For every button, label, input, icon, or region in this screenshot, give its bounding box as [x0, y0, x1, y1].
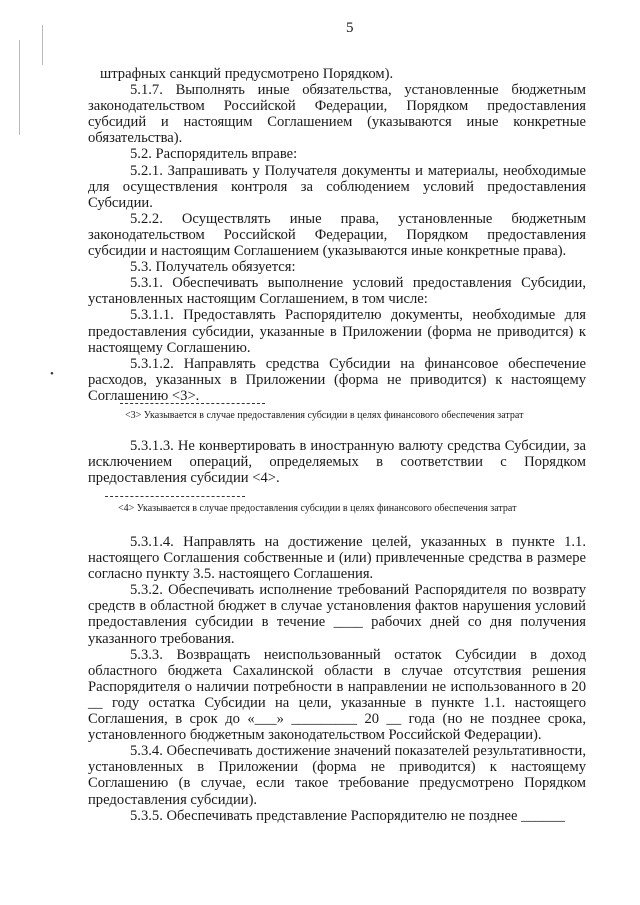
scan-mark: • [50, 368, 54, 380]
footnote: <3> Указывается в случае предоставления субсидии в целях финансового обеспечения затрат [125, 410, 524, 421]
body-section-1 [88, 66, 586, 404]
paragraph: 5.3.1. Обеспечивать выполнение условий предоставления Субсидии, установленных настоящим Соглашением, в том числе: [88, 275, 586, 308]
paragraph: 5.3.1.1. Предоставлять Распорядителю документы, необходимые для предоставления субсидии, указанные в Приложении (форма не приводится) к настоящему Соглашению. [88, 307, 586, 356]
footnote-separator [120, 403, 265, 404]
body-section-2 [88, 438, 586, 486]
footnote-separator [105, 496, 245, 497]
paragraph: штрафных санкций предусмотрено Порядком). [100, 66, 394, 82]
paragraph: 5.2.1. Запрашивать у Получателя документы и материалы, необходимые для осуществления контроля за соблюдением условий предоставления Субсидии. [88, 162, 586, 211]
scan-edge-line [42, 25, 43, 65]
paragraph: 5.3.2. Обеспечивать исполнение требований Распорядителя по возврату средств в областной бюджет в случае установления фактов нарушения условий предоставления субсидии в течение ____ рабочих дней со дня получения указанного требования. [88, 582, 586, 647]
paragraph: 5.3.4. Обеспечивать достижение значений показателей результативности, установленных в Приложении (форма не приводится) к настоящему Соглашению (в случае, если такое требование предусмотрено Порядком предоставления субсидии). [88, 743, 586, 808]
paragraph: 5.3.1.3. Не конвертировать в иностранную валюту средства Субсидии, за исключением операций, определяемых в соответствии с Порядком предоставления субсидии <4>. [88, 438, 586, 487]
paragraph: 5.3.1.2. Направлять средства Субсидии на финансовое обеспечение расходов, указанных в Приложении (форма не приводится) к настоящему Соглашению <3>. [88, 355, 586, 404]
body-section-3 [88, 534, 586, 824]
paragraph: 5.2. Распорядитель вправе: [130, 146, 298, 163]
paragraph: 5.3.3. Возвращать неиспользованный остаток Субсидии в доход областного бюджета Сахалинской области в случае отсутствия решения Распорядителя о наличии потребности в направлении не использованного в 20 __ году остатка Субсидии на цели, указанные в пункте 1.1. настоящего Соглашения, в срок до «___» _________ 20 __ года (но не позднее срока, установленного бюджетным законодательством Российской Федерации). [88, 646, 586, 744]
paragraph: 5.3.1.4. Направлять на достижение целей, указанных в пункте 1.1. настоящего Соглашения собственные и (или) привлеченные средства в размере согласно пункту 3.5. настоящего Соглашения. [88, 534, 586, 583]
paragraph: 5.3.5. Обеспечивать представление Распорядителю не позднее ______ [130, 807, 565, 824]
scan-edge-line [19, 40, 20, 135]
paragraph: 5.1.7. Выполнять иные обязательства, установленные бюджетным законодательством Российской Федерации, Порядком предоставления субсидий и настоящим Соглашением (указываются иные конкретные обязательства). [88, 82, 586, 147]
footnote: <4> Указывается в случае предоставления субсидии в целях финансового обеспечения затрат [118, 503, 517, 514]
paragraph: 5.3. Получатель обязуется: [130, 259, 296, 276]
paragraph: 5.2.2. Осуществлять иные права, установленные бюджетным законодательством Российской Федерации, Порядком предоставления субсидии и настоящим Соглашением (указываются иные конкретные права). [88, 210, 586, 260]
page-number: 5 [346, 20, 354, 36]
